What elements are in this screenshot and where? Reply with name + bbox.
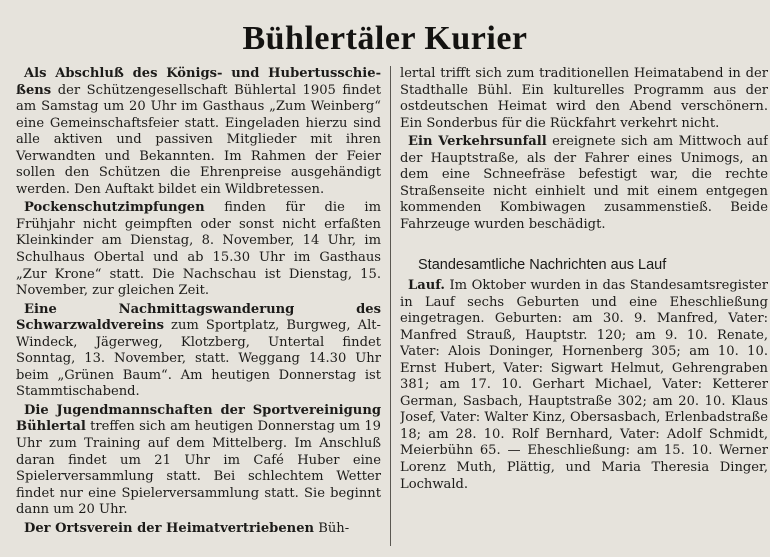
- article-lead: Als Abschluß des Königs- und Hubertusschießens: [16, 66, 381, 98]
- article-body: treffen sich am heutigen Donnerstag um 19 Uhr zum Training auf dem Mittelberg. Im Anschluß daran findet um 21 Uhr im Café Huber eine Spielerversammlung statt. Bei schlechtem Wetter findet nur eine Spielerversammlung statt. Sie beginnt dann um 20 Uhr.: [16, 419, 381, 518]
- article-body: der Schützengesellschaft Bühlertal 1905 findet am Samstag um 20 Uhr im Gasthaus „Zum Weinberg“ eine Gemeinschaftsfeier statt. Eingeladen hierzu sind alle aktiven und passiven Mitglieder mit ihren Verwandten und Bekannten. Im Rahmen der Feier sollen den Schützen die Ehrenpreise ausgehändigt werden. Den Auftakt bildet ein Wildbretessen.: [16, 82, 381, 197]
- left-column: [16, 66, 381, 537]
- section-spacer: [400, 233, 768, 247]
- article-continuation: lertal trifft sich zum traditionellen Heimatabend in der Stadthalle Bühl. Ein kulturelles Programm aus der ostdeutschen Heimat wird den Abend verschönern. Ein Sonderbus für die Rückfahrt verkehrt nicht.: [400, 66, 768, 131]
- article-body: finden für die im Frühjahr nicht geimpften oder sonst nicht erfaßten Kleinkinder am Dienstag, 8. November, 14 Uhr, im Schulhaus Obertal und ab 15.30 Uhr im Gasthaus „Zur Krone“ statt. Die Nachschau ist Dienstag, 15. November, zur gleichen Zeit.: [16, 200, 381, 299]
- right-column: [400, 66, 768, 493]
- article-jugend: [16, 403, 381, 519]
- article-lead: Eine Nachmittagswanderung des Schwarzwaldvereins: [16, 301, 381, 334]
- article-body: Im Oktober wurden in das Standesamtsregister in Lauf sechs Geburten und eine Eheschließung eingetragen. Geburten: am 30. 9. Manfred, Vater: Manfred Strauß, Hauptstr. 120; am 9. 10. Renate, Vater: Alois Doninger, Hornenberg 305; am 10. 10. Ernst Hubert, Vater: Sigwart Helmut, Gehrengraben 381; am 17. 10. Gerhart Michael, Vater: Ketterer German, Sasbach, Hauptstraße 302; am 20. 10. Klaus Josef, Vater: Walter Kinz, Obersasbach, Erlenbadstraße 18; am 28. 10. Rolf Bernhard, Vater: Adolf Schmidt, Meierbühn 65. — Eheschließung: am 15. 10. Werner Lorenz Muth, Plättig, und Maria Theresia Dinger, Lochwald.: [400, 278, 768, 492]
- masthead-title: Bühlertäler Kurier: [242, 20, 528, 57]
- article-body: ereignete sich am Mittwoch auf der Hauptstraße, als der Fahrer eines Unimogs, an dem eine Schneefräse befestigt war, die rechte Straßenseite nicht einhielt und mit einem entgegen kommenden Kombiwagen zusammenstieß. Beide Fahrzeuge wurden beschädigt.: [400, 134, 768, 232]
- column-rule: [390, 66, 391, 546]
- article-standesamt: [400, 278, 768, 493]
- article-heimatvertriebene: [16, 521, 381, 538]
- section-heading: Standesamtliche Nachrichten aus Lauf: [418, 257, 667, 274]
- article-verkehrsunfall: [400, 134, 768, 233]
- article-pocken: [16, 200, 381, 299]
- article-lead: Die Jugendmannschaften der Sportvereinigung Bühlertal: [16, 402, 381, 435]
- article-wanderung: [16, 302, 381, 401]
- article-lead: Ein Verkehrsunfall: [408, 134, 547, 150]
- article-lead: Pockenschutzimpfungen: [24, 200, 205, 216]
- article-lead: Der Ortsverein der Heimatvertriebenen: [24, 520, 315, 536]
- article-lead: Lauf.: [408, 278, 445, 294]
- article-body: zum Sportplatz, Burgweg, Alt-Windeck, Jägerweg, Klotzberg, Untertal findet Sonntag, 13. November, statt. Weggang 14.30 Uhr beim „Grünen Baum“. Am heutigen Donnerstag ist Stammtischabend.: [16, 318, 381, 400]
- article-schuetzen: [16, 66, 381, 198]
- article-body: Büh-: [314, 520, 350, 536]
